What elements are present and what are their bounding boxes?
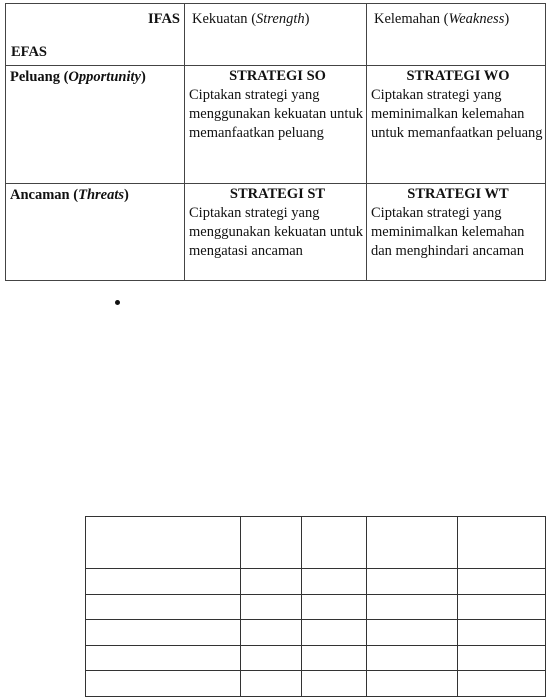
empty-table-cell: [458, 671, 546, 697]
empty-table-cell: [302, 569, 367, 595]
empty-table-cell: [302, 594, 367, 620]
empty-table-row: [86, 569, 546, 595]
empty-table-cell: [458, 620, 546, 646]
empty-table-cell: [367, 645, 458, 671]
ifas-label: IFAS: [148, 11, 180, 27]
empty-table-cell: [86, 671, 241, 697]
weakness-header-label: Kelemahan: [374, 11, 441, 27]
swot-matrix-table: [5, 3, 546, 281]
empty-table-cell: [367, 517, 458, 569]
empty-table-cell: [241, 517, 302, 569]
efas-label: EFAS: [11, 44, 47, 60]
empty-table-cell: [367, 569, 458, 595]
strategy-st-cell: [185, 184, 367, 281]
empty-table-cell: [241, 671, 302, 697]
weakness-header-cell: Kelemahan (Weakness): [367, 4, 546, 66]
empty-table: [85, 516, 546, 697]
empty-table-cell: [86, 517, 241, 569]
strategy-so-title: STRATEGI SO: [229, 68, 326, 84]
threats-label: Ancaman: [10, 187, 70, 203]
strategy-so-cell: [185, 66, 367, 184]
threats-term: Threats: [78, 187, 125, 203]
strength-header-term: Strength: [256, 11, 305, 27]
empty-table-cell: [367, 594, 458, 620]
empty-table-cell: [302, 671, 367, 697]
strategy-wt-cell: [367, 184, 546, 281]
empty-table-row: [86, 620, 546, 646]
empty-table-cell: [86, 594, 241, 620]
empty-table-row: [86, 671, 546, 697]
strategy-st-text: Ciptakan strategi yang menggunakan kekuatan untuk mengatasi ancaman: [189, 205, 363, 259]
strategy-so-text: Ciptakan strategi yang menggunakan kekuatan untuk memanfaatkan peluang: [189, 87, 363, 141]
empty-table-cell: [458, 569, 546, 595]
empty-table-cell: [458, 645, 546, 671]
empty-table-cell: [241, 594, 302, 620]
empty-table-header-row: [86, 517, 546, 569]
empty-table-cell: [86, 645, 241, 671]
empty-table-cell: [458, 594, 546, 620]
empty-table-cell: [241, 620, 302, 646]
empty-table-cell: [86, 569, 241, 595]
empty-table-cell: [241, 569, 302, 595]
empty-table-cell: [302, 620, 367, 646]
ifas-efas-corner-cell: [6, 4, 185, 66]
strategy-wt-title: STRATEGI WT: [407, 186, 509, 202]
threats-row-header: Ancaman (Threats): [6, 184, 185, 281]
empty-table-cell: [302, 645, 367, 671]
weakness-header-term: Weakness: [448, 11, 505, 27]
empty-table-cell: [86, 620, 241, 646]
strength-header-cell: Kekuatan (Strength): [185, 4, 367, 66]
strength-header-label: Kekuatan: [192, 11, 248, 27]
empty-table-cell: [241, 645, 302, 671]
empty-table-row: [86, 645, 546, 671]
empty-table-cell: [367, 620, 458, 646]
empty-table-row: [86, 594, 546, 620]
empty-table-cell: [367, 671, 458, 697]
strategy-st-title: STRATEGI ST: [229, 186, 326, 202]
opportunity-row-header: Peluang (Opportunity): [6, 66, 185, 184]
bullet-point: [115, 300, 120, 305]
opportunity-label: Peluang: [10, 69, 60, 85]
strategy-wo-title: STRATEGI WO: [406, 68, 510, 84]
opportunity-term: Opportunity: [68, 69, 141, 85]
empty-table-cell: [302, 517, 367, 569]
empty-table-cell: [458, 517, 546, 569]
strategy-wo-cell: [367, 66, 546, 184]
strategy-wo-text: Ciptakan strategi yang meminimalkan kelemahan untuk memanfaatkan peluang: [371, 87, 543, 141]
strategy-wt-text: Ciptakan strategi yang meminimalkan kelemahan dan menghindari ancaman: [371, 205, 525, 259]
